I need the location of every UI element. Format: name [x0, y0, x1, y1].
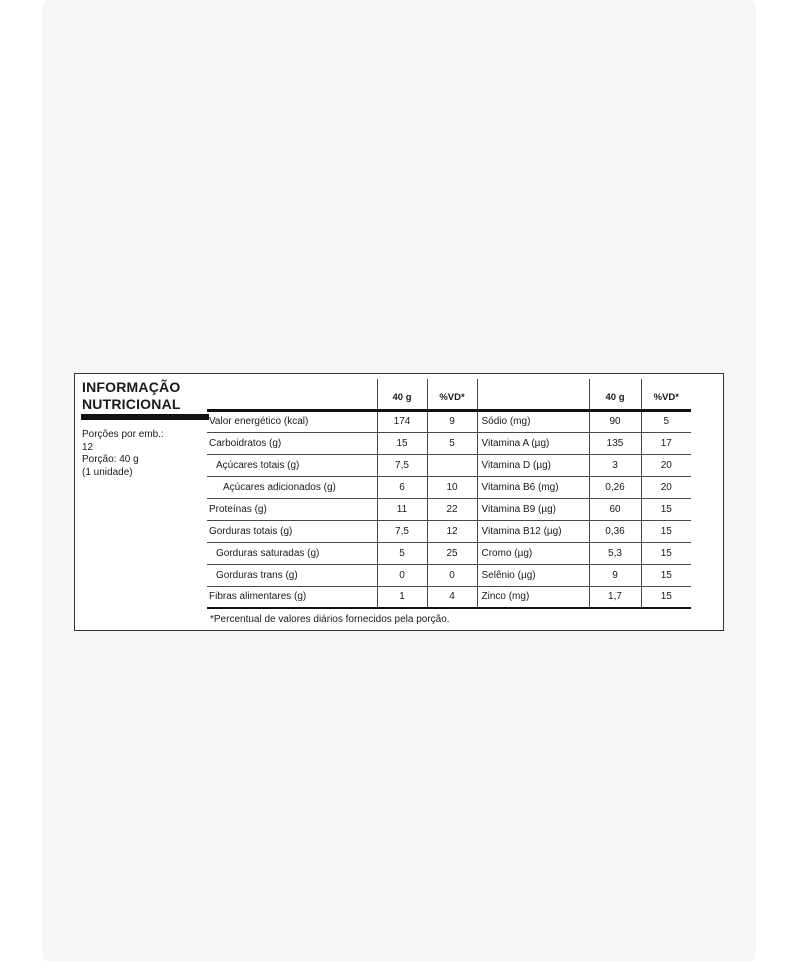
nutrient-name: Selênio (µg): [477, 564, 589, 586]
nutrient-name: Proteínas (g): [207, 498, 377, 520]
label-title: [82, 379, 181, 413]
table-row: [207, 564, 691, 586]
title-divider: [81, 414, 209, 420]
nutrient-dv: 15: [641, 520, 691, 542]
nutrient-amount: 7,5: [377, 454, 427, 476]
nutrient-amount: 174: [377, 410, 427, 432]
nutrient-dv: 12: [427, 520, 477, 542]
nutrient-dv: [427, 454, 477, 476]
table-row: [207, 520, 691, 542]
nutrient-name: Vitamina B6 (mg): [477, 476, 589, 498]
nutrient-dv: 10: [427, 476, 477, 498]
nutrient-amount: 0,36: [589, 520, 641, 542]
table-row: [207, 542, 691, 564]
nutrient-dv: 22: [427, 498, 477, 520]
nutrient-dv: 9: [427, 410, 477, 432]
nutrient-name: Fibras alimentares (g): [207, 586, 377, 608]
nutrient-amount: 1: [377, 586, 427, 608]
nutrient-dv: 25: [427, 542, 477, 564]
nutrient-amount: 7,5: [377, 520, 427, 542]
header-dv-2: %VD*: [641, 379, 691, 410]
nutrient-amount: 60: [589, 498, 641, 520]
servings-label: Porções por emb.:: [82, 429, 164, 440]
table-row: [207, 476, 691, 498]
nutrient-amount: 5: [377, 542, 427, 564]
nutrient-dv: 5: [641, 410, 691, 432]
nutrition-table: [207, 379, 691, 609]
nutrient-name: Gorduras trans (g): [207, 564, 377, 586]
nutrient-dv: 0: [427, 564, 477, 586]
nutrient-name: Gorduras saturadas (g): [207, 542, 377, 564]
nutrient-amount: 6: [377, 476, 427, 498]
nutrient-name: Açúcares totais (g): [207, 454, 377, 476]
table-header-row: [207, 379, 691, 410]
title-line-2: NUTRICIONAL: [82, 396, 181, 412]
table-row: [207, 586, 691, 608]
nutrient-dv: 15: [641, 498, 691, 520]
nutrient-dv: 15: [641, 542, 691, 564]
nutrient-amount: 135: [589, 432, 641, 454]
table-row: [207, 454, 691, 476]
nutrient-name: Zinco (mg): [477, 586, 589, 608]
serving-info: [82, 429, 206, 479]
table-row: [207, 498, 691, 520]
nutrient-dv: 17: [641, 432, 691, 454]
nutrient-name: Vitamina B9 (µg): [477, 498, 589, 520]
nutrient-name: Sódio (mg): [477, 410, 589, 432]
nutrient-amount: 1,7: [589, 586, 641, 608]
nutrient-amount: 15: [377, 432, 427, 454]
table-row: [207, 432, 691, 454]
portion-unit: (1 unidade): [82, 466, 133, 478]
nutrient-name: Vitamina D (µg): [477, 454, 589, 476]
nutrient-name: Carboidratos (g): [207, 432, 377, 454]
nutrient-amount: 9: [589, 564, 641, 586]
header-amount-2: 40 g: [589, 379, 641, 410]
servings-value: 12: [82, 441, 94, 453]
nutrient-amount: 3: [589, 454, 641, 476]
nutrient-name: Açúcares adicionados (g): [207, 476, 377, 498]
nutrient-amount: 11: [377, 498, 427, 520]
nutrient-name: Vitamina A (µg): [477, 432, 589, 454]
nutrient-dv: 5: [427, 432, 477, 454]
nutrient-dv: 4: [427, 586, 477, 608]
title-line-1: INFORMAÇÃO: [82, 379, 181, 395]
nutrient-amount: 0: [377, 564, 427, 586]
nutrition-facts-label: [74, 373, 724, 631]
nutrient-dv: 15: [641, 564, 691, 586]
nutrient-name: Vitamina B12 (µg): [477, 520, 589, 542]
table-row: [207, 410, 691, 432]
nutrient-amount: 5,3: [589, 542, 641, 564]
footnote: *Percentual de valores diários fornecidos pela porção.: [210, 614, 450, 625]
header-dv: %VD*: [427, 379, 477, 410]
nutrient-name: Valor energético (kcal): [207, 410, 377, 432]
header-amount: 40 g: [377, 379, 427, 410]
nutrient-dv: 20: [641, 476, 691, 498]
nutrient-amount: 0,26: [589, 476, 641, 498]
nutrient-dv: 20: [641, 454, 691, 476]
portion-size: Porção: 40 g: [82, 454, 139, 465]
nutrient-name: Cromo (µg): [477, 542, 589, 564]
nutrient-dv: 15: [641, 586, 691, 608]
nutrient-name: Gorduras totais (g): [207, 520, 377, 542]
nutrient-amount: 90: [589, 410, 641, 432]
